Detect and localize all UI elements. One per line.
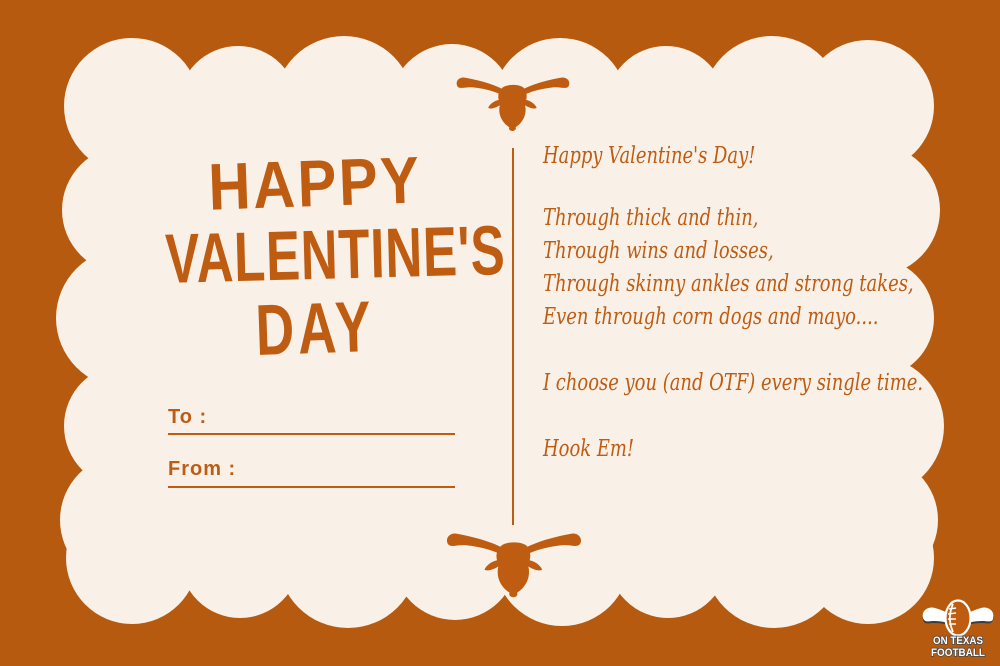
message-closing: I choose you (and OTF) every single time. — [543, 370, 924, 396]
from-line — [168, 486, 455, 488]
divider-line — [512, 148, 514, 525]
watermark-line-2: FOOTBALL — [931, 647, 986, 659]
title-line-1: HAPPY — [207, 142, 423, 224]
message-greeting: Happy Valentine's Day! — [543, 143, 756, 169]
message-line: Through thick and thin, — [543, 205, 759, 231]
to-line — [168, 433, 455, 435]
message-line: Through wins and losses, — [543, 238, 774, 264]
title-line-2: VALENTINE'S — [164, 211, 507, 298]
message-signoff: Hook Em! — [543, 436, 635, 462]
football-icon — [946, 601, 971, 636]
title-line-3: DAY — [254, 286, 376, 372]
watermark-line-1: ON TEXAS — [933, 635, 983, 647]
from-label: From : — [168, 458, 237, 480]
message-line: Even through corn dogs and mayo.... — [543, 304, 879, 330]
to-label: To : — [168, 406, 208, 428]
message-line: Through skinny ankles and strong takes, — [543, 271, 914, 297]
otf-logo — [922, 596, 994, 662]
